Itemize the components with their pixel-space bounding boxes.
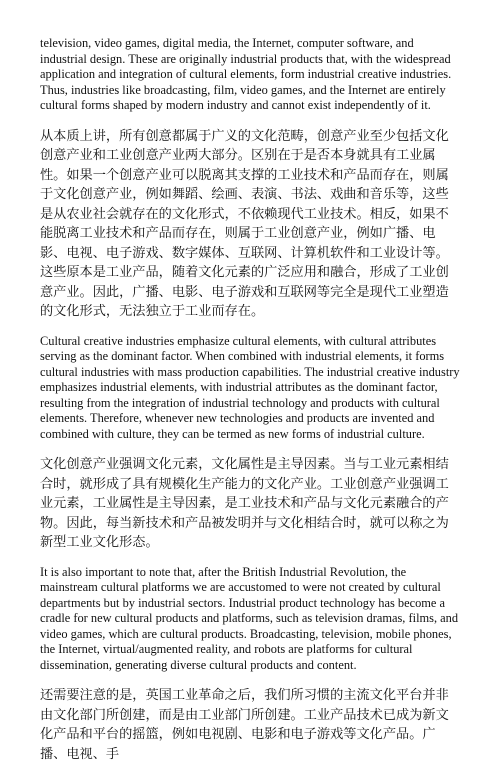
- paragraph-gap: [40, 553, 460, 565]
- paragraph-zh-creative-essence: 从本质上讲，所有创意都属于广义的文化范畴，创意产业至少包括文化创意产业和工业创意产业两大部分。区别在于是否本身就具有工业属性。如果一个创意产业可以脱离其支撑的工业技术和产品而存在，则属于文化创意产业，例如舞蹈、绘画、表演、书法、戏曲和音乐等，这些是从农业社会就存在的文化形式，不依赖现代工业技术。相反，如果不能脱离工业技术和产品而存在，则属于工业创意产业，例如广播、电影、电视、电子游戏、数字媒体、互联网、计算机软件和工业设计等。这些原本是工业产品，随着文化元素的广泛应用和融合，形成了工业创意产业。因此，广播、电影、电子游戏和互联网等完全是现代工业塑造的文化形式，无法独立于工业而存在。: [40, 128, 449, 319]
- paragraph-en-industrial-products: television, video games, digital media, the Internet, computer software, and industrial design. These are originally industrial products that, with the widespread application and integration of cultural elements, form industrial creative industries. Thus, industries like broadcasting, film, video games, and the Internet are entirely cultural forms shaped by modern industry and cannot exist independently of it.: [40, 36, 452, 112]
- paragraph-en-industrial-revolution: It is also important to note that, after the British Industrial Revolution, the mainstream cultural platforms we are accustomed to were not created by cultural departments but by industrial sectors. Industrial product technology has become a cradle for new cultural products and platforms, such as television dramas, films, and video games, which are cultural products. Broadcasting, television, mobile phones, the Internet, virtual/augmented reality, and robots are platforms for cultural dissemination, generating diverse cultural products and content.: [40, 564, 459, 672]
- paragraph-gap: [40, 442, 460, 455]
- paragraph-zh-industrial-revolution: 还需要注意的是，英国工业革命之后，我们所习惯的主流文化平台并非由文化部门所创建，而是由工业部门所创建。工业产品技术已成为新文化产品和平台的摇篮，例如电视剧、电影和电子游戏等文化产品。广播、电视、手: [40, 688, 449, 762]
- paragraph-zh-cultural-creative: 文化创意产业强调文化元素，文化属性是主导因素。当与工业元素相结合时，就形成了具有规模化生产能力的文化产业。工业创意产业强调工业元素，工业属性是主导因素，是工业技术和产品与文化元素融合的产物。因此，每当新技术和产品被发明并与文化相结合时，就可以称之为新型工业文化形态。: [40, 457, 449, 550]
- paragraph-en-cultural-creative: Cultural creative industries emphasize cultural elements, with cultural attributes serving as the dominant factor. When combined with industrial elements, it forms cultural industries with mass production capabilities. The industrial creative industry emphasizes industrial elements, with industrial attributes as the dominant factor, resulting from the integration of industrial technology and products with cultural elements. Therefore, whenever new technologies and products are invented and combined with culture, they can be termed as new forms of industrial culture.: [40, 333, 460, 441]
- paragraph-gap: [40, 673, 460, 686]
- paragraph-gap: [40, 322, 460, 334]
- paragraph-gap: [40, 114, 460, 127]
